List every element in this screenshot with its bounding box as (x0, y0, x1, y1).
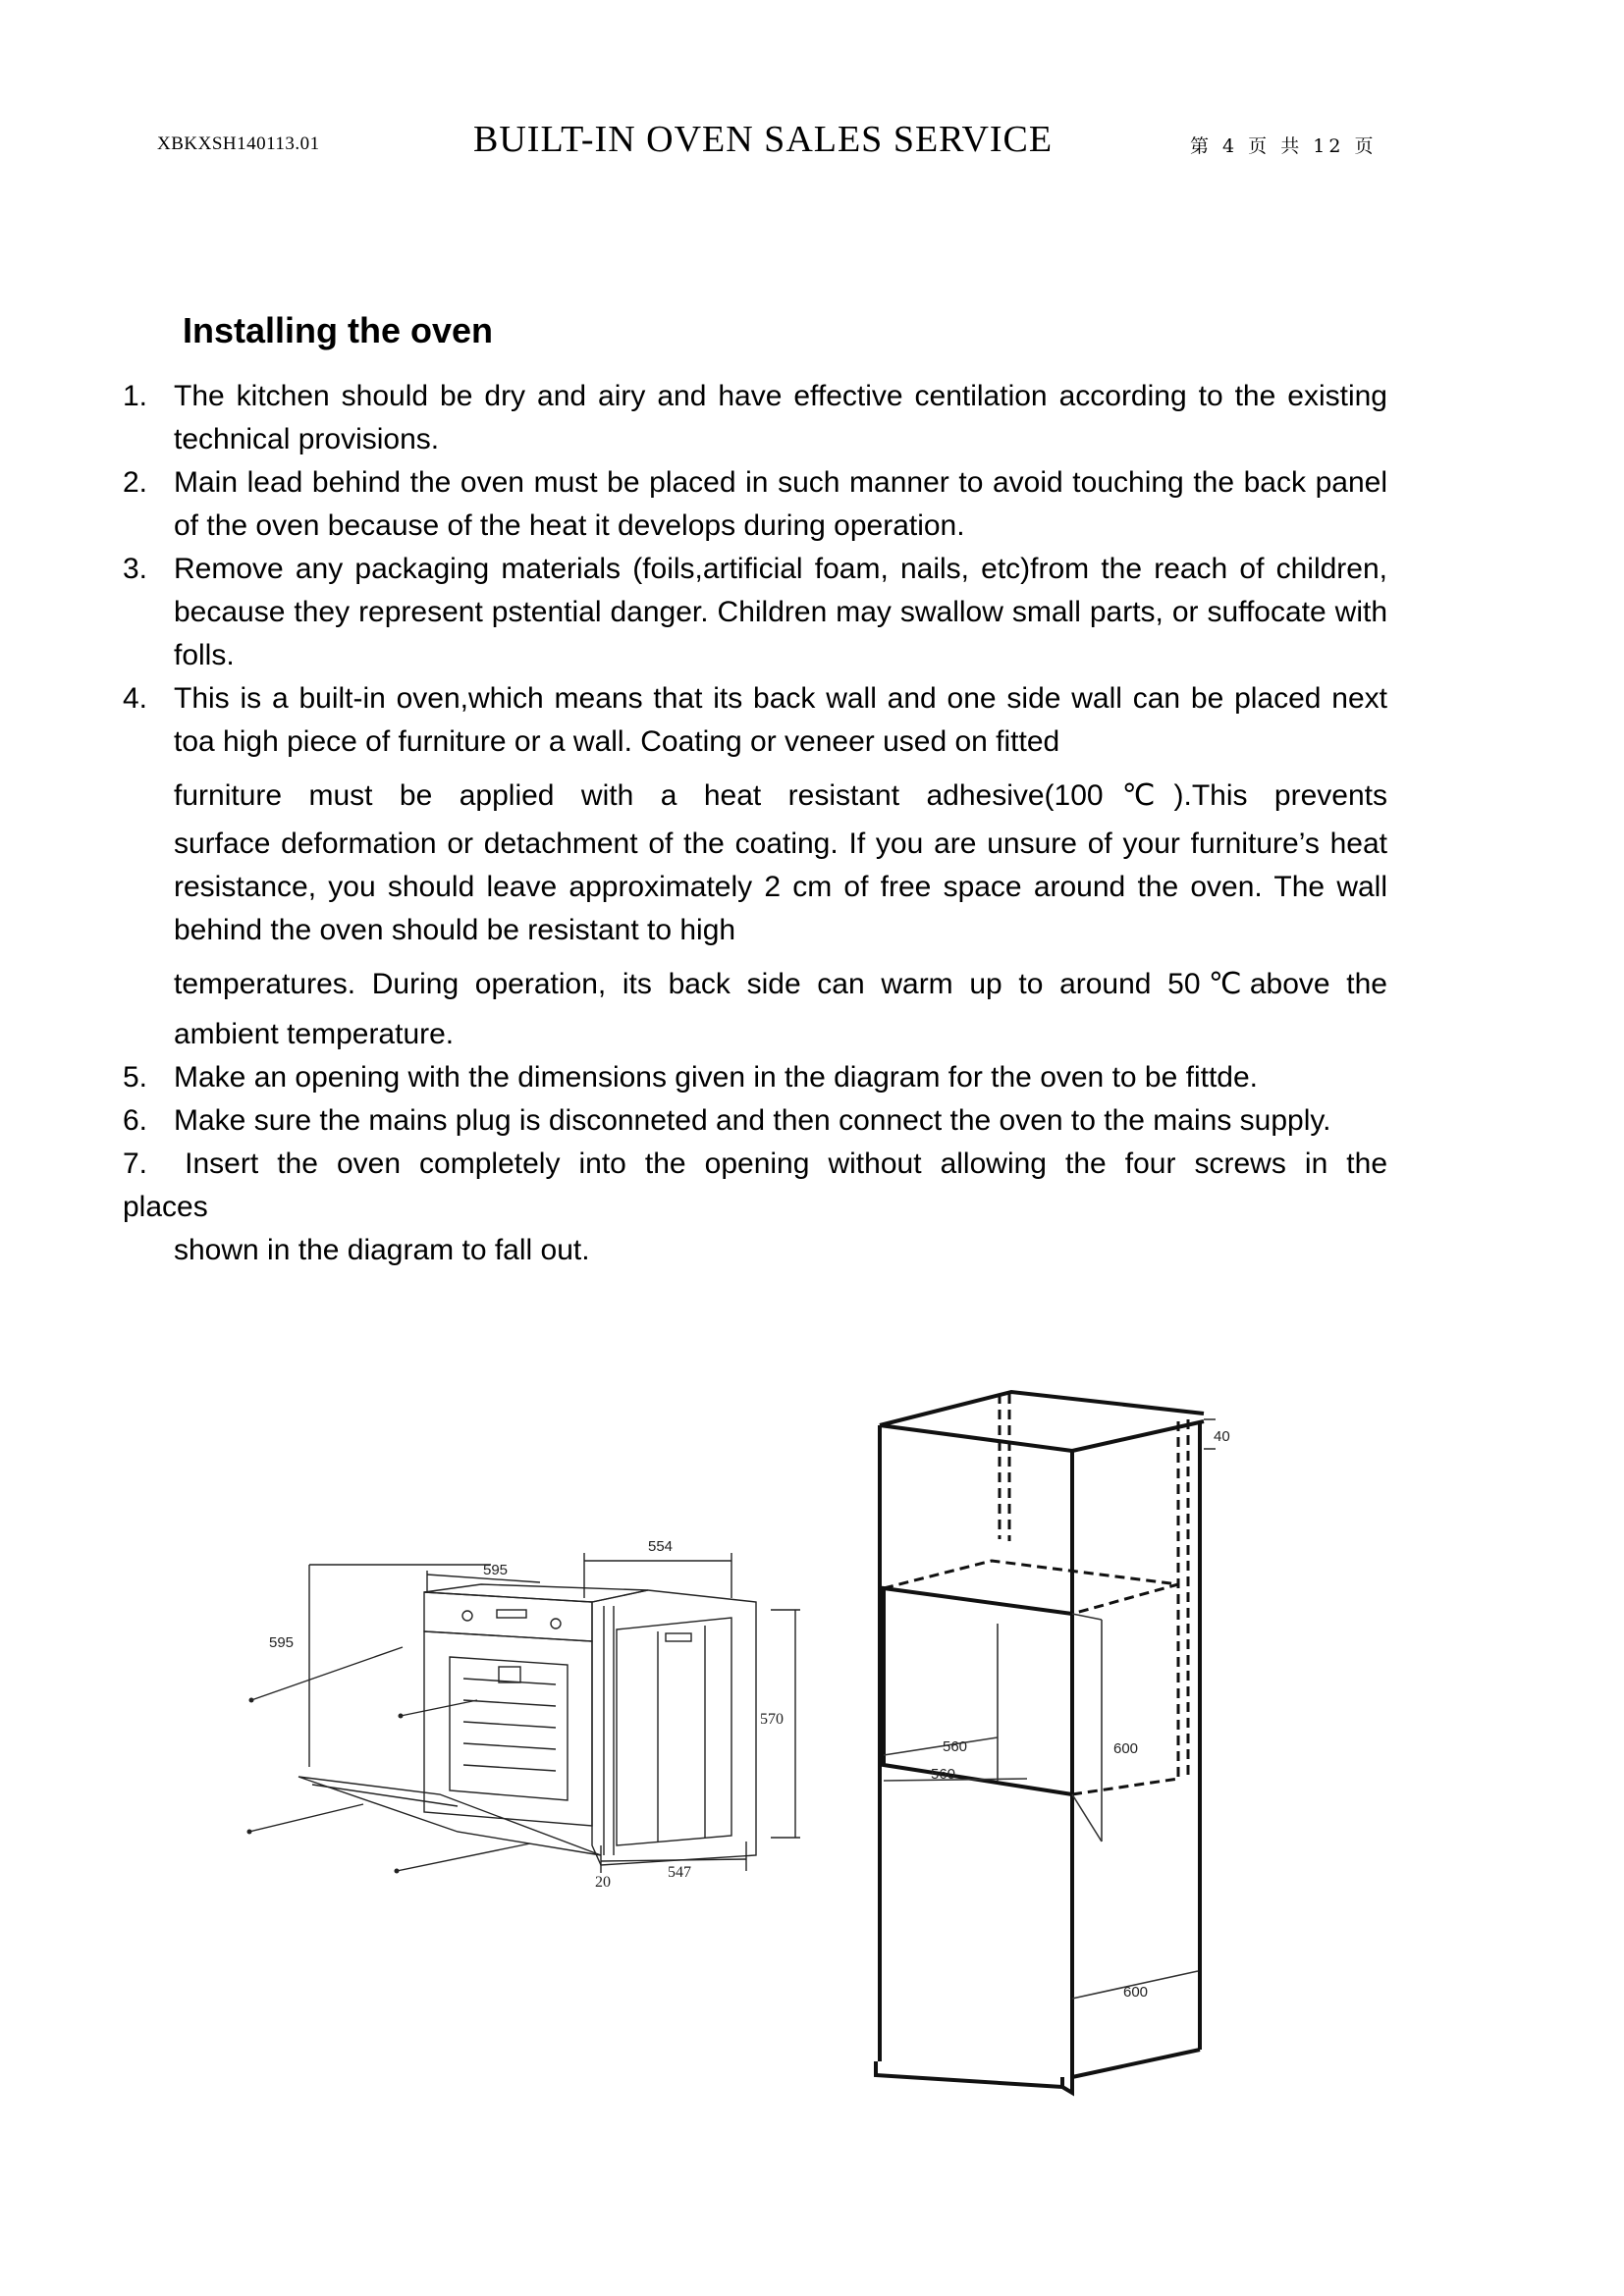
oven-lamp (499, 1667, 520, 1682)
list-item (123, 677, 1387, 1056)
list-item (123, 1143, 1387, 1272)
oven-rack (463, 1743, 556, 1749)
hidden-edge (884, 1561, 1178, 1614)
cabinet-top-back (880, 1392, 1204, 1425)
dim-label-front: 20 (595, 1874, 611, 1891)
oven-knob (551, 1619, 561, 1629)
dim-label-width: 595 (483, 1562, 509, 1578)
cabinet-top-side (1072, 1421, 1204, 1451)
oven-handle (666, 1633, 691, 1641)
dim-line (1072, 1794, 1102, 1842)
hidden-edge (1072, 1779, 1178, 1794)
screw-point (249, 1698, 254, 1703)
dim-line (884, 1737, 998, 1755)
screw-point (399, 1714, 404, 1719)
item-text: Main lead behind the oven must be placed in such manner to avoid touching the back panel of the oven because of the heat it develops during operation. (174, 466, 1387, 542)
item-text-part: temperatures. During operation, its back side can warm up to around 50℃above the (174, 968, 1387, 1000)
oven-rack (463, 1700, 556, 1706)
dim-label-top-gap: 40 (1214, 1428, 1230, 1445)
list-item (123, 461, 1387, 548)
list-item (123, 375, 1387, 461)
screw-leader (249, 1804, 363, 1832)
list-item (123, 1099, 1387, 1143)
oven-dimension-diagram (236, 1531, 825, 1904)
oven-opening (884, 1588, 1072, 1794)
page-header (0, 118, 1624, 177)
oven-rack (463, 1765, 556, 1771)
dim-label-opening-width-b: 560 (931, 1766, 956, 1783)
oven-rack (463, 1722, 556, 1728)
oven-rack (463, 1679, 556, 1684)
item-number: 6. (123, 1104, 148, 1137)
oven-top (424, 1584, 648, 1602)
cabinet-opening-diagram (854, 1374, 1267, 2101)
item-text-part: furniture must be applied with a heat resistant adhesive(100℃).This prevents (174, 779, 1387, 812)
screw-point (247, 1830, 252, 1835)
item-text: Make sure the mains plug is disconneted and then connect the oven to the mains supply. (174, 1104, 1331, 1137)
instruction-list (123, 375, 1387, 1272)
item-text-part: This is a built-in oven,which means that its back wall and one side wall can be placed next toa high piece of furniture or a wall. Coating or veneer used on fitted (174, 682, 1387, 758)
item-text-line: places (123, 1191, 208, 1223)
dim-label-cabinet-depth: 600 (1123, 1984, 1149, 2001)
dim-line (1072, 1614, 1102, 1620)
item-text: The kitchen should be dry and airy and have effective centilation according to the existing technical provisions. (174, 380, 1387, 455)
dim-label-depth-top: 554 (648, 1538, 674, 1555)
cabinet-plinth (876, 2061, 1062, 2087)
dim-label-height-right: 570 (760, 1711, 784, 1728)
screw-leader (401, 1700, 477, 1716)
screw-point (395, 1869, 400, 1874)
item-text: Make an opening with the dimensions given in the diagram for the oven to be fittde. (174, 1061, 1259, 1094)
dim-label-depth-bottom: 547 (668, 1864, 691, 1881)
document-code: XBKXSH140113.01 (157, 133, 320, 154)
section-title: Installing the oven (183, 310, 494, 350)
item-number: 5. (123, 1061, 148, 1094)
item-number: 4. (123, 682, 148, 715)
list-item (123, 548, 1387, 677)
dim-label-opening-width-a: 560 (943, 1738, 968, 1755)
item-number: 2. (123, 466, 148, 499)
item-number: 7. (123, 1148, 148, 1180)
screw-leader (251, 1647, 403, 1700)
item-text-part: ambient temperature. (174, 1018, 455, 1050)
cabinet-top-front (880, 1425, 1072, 1451)
cabinet-bottom-side (1072, 2050, 1200, 2077)
page-number: 第 4 页 共 12 页 (1190, 135, 1378, 157)
item-number: 3. (123, 553, 148, 585)
screw-leader (397, 1843, 530, 1871)
oven-knob (462, 1611, 472, 1621)
item-text: Insert the oven completely into the opening without allowing the four screws in the (185, 1148, 1387, 1180)
oven-control-panel (424, 1592, 592, 1641)
dim-label-opening-height: 600 (1113, 1740, 1139, 1757)
item-text: Remove any packaging materials (foils,artificial foam, nails, etc)from the reach of children, because they represent pstential danger. Children may swallow small parts, or suffocate with folls. (174, 553, 1387, 671)
item-text-line (123, 1143, 1387, 1186)
header-title: BUILT-IN OVEN SALES SERVICE (473, 119, 1054, 160)
oven-display (497, 1610, 526, 1618)
item-text-line: shown in the diagram to fall out. (174, 1234, 590, 1266)
dim-label-height-left: 595 (269, 1634, 295, 1651)
item-text-part: surface deformation or detachment of the coating. If you are unsure of your furniture’s heat resistance, you should leave approximately 2 cm of free space around the oven. The wall behind the oven should be resistant to high (174, 828, 1387, 946)
oven-door-panel (617, 1618, 731, 1845)
item-number: 1. (123, 380, 148, 412)
list-item (123, 1056, 1387, 1099)
